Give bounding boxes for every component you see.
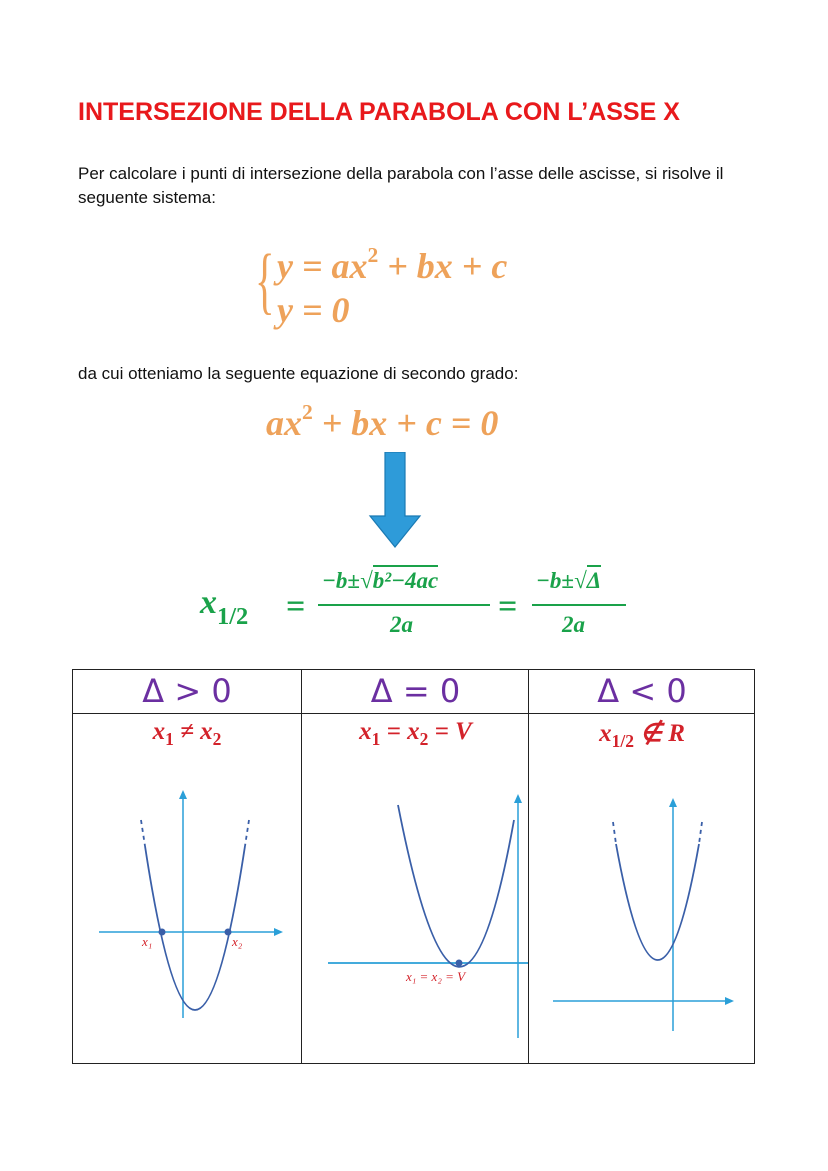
quadratic-equation: $ax^2$ + bx + c = 0	[266, 399, 499, 443]
discriminant-table	[72, 669, 755, 1064]
x-axis-arrow-icon	[274, 928, 283, 936]
parabola-continuation	[141, 820, 145, 846]
system-line-1: $y = ax^2$ + bx + c	[277, 242, 508, 286]
x-axis-arrow-icon	[725, 997, 734, 1005]
case-result: $x_{1/2}$ ∉ R	[599, 720, 685, 752]
formula-numerator-2: −b±√Δ	[536, 568, 601, 594]
down-arrow-icon	[368, 452, 422, 548]
system-brace: {	[255, 240, 275, 322]
graph-one-root	[302, 670, 529, 1063]
y-axis-arrow-icon	[179, 790, 187, 799]
formula-equals-1: =	[286, 588, 306, 625]
formula-equals-2: =	[498, 588, 518, 625]
formula-numerator-1: −b±√b²−4ac	[322, 568, 438, 594]
formula-lhs: $x_{1/2}$	[200, 584, 249, 631]
case-header: Δ < 0	[529, 670, 755, 714]
label-x1: x₁	[142, 934, 153, 949]
formula-denominator-1: 2a	[390, 612, 413, 637]
derived-text: da cui otteniamo la seguente equazione di secondo grado:	[78, 364, 519, 383]
parabola-curve	[145, 846, 245, 1010]
parabola-continuation	[699, 822, 702, 844]
label-vertex: x₁ = x₂ = V	[406, 969, 466, 984]
intro-paragraph: Per calcolare i punti di intersezione della parabola con l’asse delle ascisse, si risolve il seguente sistema:	[78, 164, 724, 207]
parabola-continuation	[245, 820, 249, 846]
fraction-bar-2	[532, 604, 626, 606]
parabola-curve	[616, 844, 699, 960]
case-column-positive	[73, 670, 301, 1063]
case-result: $x_1 = x_2 = V$	[359, 718, 472, 750]
case-result: $x_1 \ne x_2$	[152, 718, 222, 750]
y-axis-arrow-icon	[669, 798, 677, 807]
parabola-continuation	[613, 822, 616, 844]
label-x2: x₂	[232, 934, 243, 949]
fraction-bar-1	[318, 604, 490, 606]
root-point-1	[159, 929, 166, 936]
case-header: Δ > 0	[73, 670, 301, 714]
equation-system	[255, 240, 575, 334]
parabola-curve	[398, 805, 514, 967]
vertex-point	[456, 960, 463, 967]
root-point-2	[225, 929, 232, 936]
graph-two-roots	[73, 670, 301, 1063]
case-header: Δ = 0	[302, 670, 529, 714]
formula-denominator-2: 2a	[562, 612, 585, 637]
y-axis-arrow-icon	[514, 794, 522, 803]
case-column-negative	[528, 670, 755, 1063]
system-line-2: y = 0	[277, 290, 350, 330]
case-column-zero	[301, 670, 529, 1063]
page-title: INTERSEZIONE DELLA PARABOLA CON L’ASSE X	[78, 98, 680, 126]
graph-no-roots	[529, 670, 755, 1063]
quadratic-formula	[200, 560, 640, 650]
